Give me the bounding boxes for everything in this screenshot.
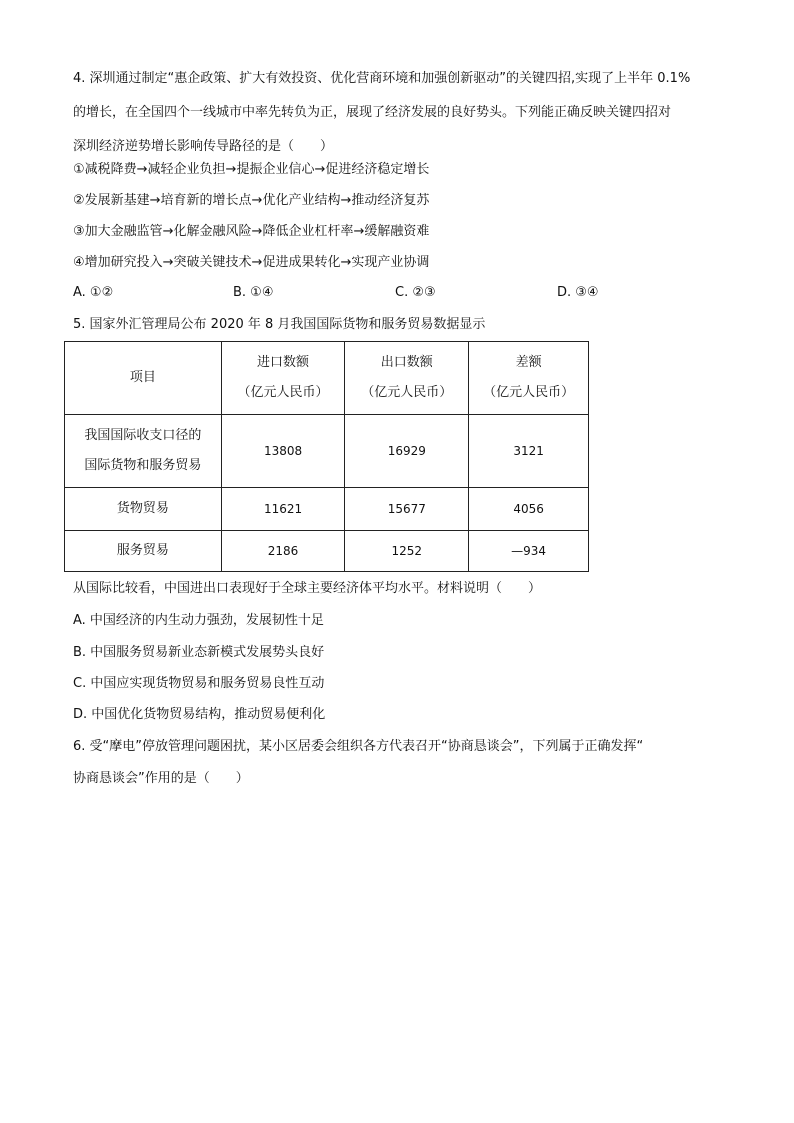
q4-choice-b[interactable]: B. ①④	[233, 285, 274, 300]
q6-stem-line: 协商恳谈会”作用的是（ ）	[73, 771, 249, 786]
q4-option-2: ②发展新基建→培育新的增长点→优化产业结构→推动经济复苏	[73, 193, 430, 208]
header-import-unit: （亿元人民币）	[237, 385, 329, 400]
q4-option-3: ③加大金融监管→化解金融风险→降低企业杠杆率→缓解融资难	[73, 224, 430, 239]
row-item-line: 我国国际收支口径的	[84, 428, 202, 443]
q4-choice-d[interactable]: D. ③④	[557, 285, 599, 300]
header-import	[221, 342, 345, 415]
row-balance: —934	[469, 531, 589, 572]
q4-stem-line: 4. 深圳通过制定“惠企政策、扩大有效投资、优化营商环境和加强创新驱动”的关键四招,实现了上半年 0.1%	[73, 71, 691, 86]
row-export: 1252	[345, 531, 469, 572]
trade-data-table	[64, 341, 589, 572]
q4-option-4: ④增加研究投入→突破关键技术→促进成果转化→实现产业协调	[73, 255, 430, 270]
q4-choice-a[interactable]: A. ①②	[73, 285, 114, 300]
header-item	[65, 342, 222, 415]
header-balance-label: 差额	[515, 355, 542, 370]
row-balance: 3121	[469, 415, 589, 488]
q4-stem	[73, 62, 733, 164]
row-item: 服务贸易	[65, 531, 222, 572]
header-import-label: 进口数额	[257, 355, 310, 370]
table-row	[65, 531, 589, 572]
q5-option-d[interactable]: D. 中国优化货物贸易结构，推动贸易便利化	[73, 707, 326, 722]
row-item	[65, 415, 222, 488]
q4-stem-line: 深圳经济逆势增长影响传导路径的是（ ）	[73, 139, 334, 154]
q5-option-c[interactable]: C. 中国应实现货物贸易和服务贸易良性互动	[73, 676, 325, 691]
q4-stem-line: 的增长，在全国四个一线城市中率先转负为正，展现了经济发展的良好势头。下列能正确反映关键四招对	[73, 105, 672, 120]
table-header-row	[65, 342, 589, 415]
q6-stem-line: 6. 受“摩电”停放管理问题困扰，某小区居委会组织各方代表召开“协商恳谈会”，下列属于正确发挥“	[73, 739, 644, 754]
row-import: 13808	[221, 415, 345, 488]
q5-after-text: 从国际比较看，中国进出口表现好于全球主要经济体平均水平。材料说明（ ）	[73, 581, 542, 596]
q5-option-b[interactable]: B. 中国服务贸易新业态新模式发展势头良好	[73, 645, 325, 660]
q4-choices	[73, 285, 693, 305]
table-row	[65, 415, 589, 488]
q4-choice-c[interactable]: C. ②③	[395, 285, 436, 300]
row-export: 16929	[345, 415, 469, 488]
q4-option-1: ①减税降费→减轻企业负担→提振企业信心→促进经济稳定增长	[73, 162, 430, 177]
header-balance	[469, 342, 589, 415]
header-export-unit: （亿元人民币）	[361, 385, 453, 400]
table-row	[65, 488, 589, 531]
q5-option-a[interactable]: A. 中国经济的内生动力强劲，发展韧性十足	[73, 613, 324, 628]
header-balance-unit: （亿元人民币）	[483, 385, 575, 400]
header-item-label: 项目	[129, 370, 156, 385]
header-export	[345, 342, 469, 415]
row-item-line: 国际货物和服务贸易	[84, 458, 202, 473]
q5-stem: 5. 国家外汇管理局公布 2020 年 8 月我国国际货物和服务贸易数据显示	[73, 317, 486, 332]
row-import: 11621	[221, 488, 345, 531]
row-import: 2186	[221, 531, 345, 572]
row-item: 货物贸易	[65, 488, 222, 531]
header-export-label: 出口数额	[380, 355, 433, 370]
row-export: 15677	[345, 488, 469, 531]
row-balance: 4056	[469, 488, 589, 531]
